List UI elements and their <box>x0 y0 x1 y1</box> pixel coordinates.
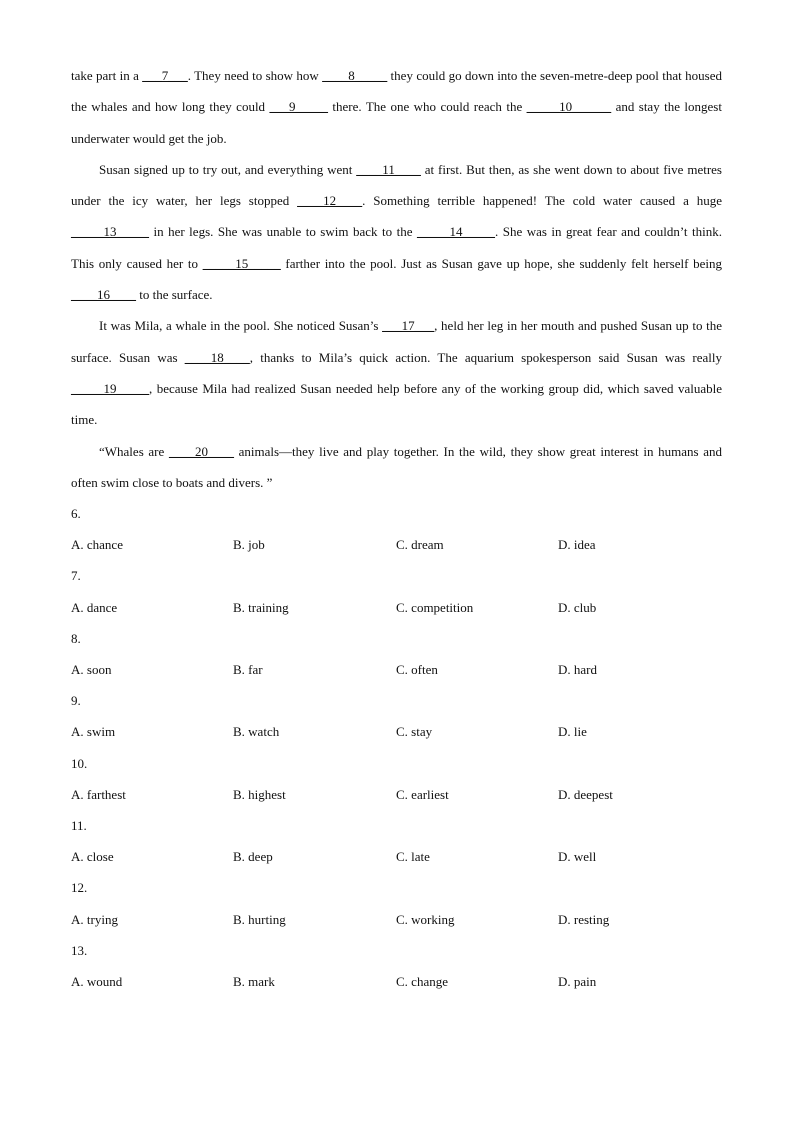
answer-blank: ____20____ <box>168 443 234 459</box>
option-c: C. change <box>396 973 448 989</box>
question-number: 7. <box>71 568 81 584</box>
option-c: C. late <box>396 849 430 865</box>
answer-blank: ____16____ <box>71 287 136 303</box>
passage-text: animals—they live and play together. In the wild, they show great interest in humans and often swim close to boats and divers. ” <box>71 443 722 490</box>
option-d: D. hard <box>558 661 597 677</box>
option-a: A. wound <box>71 973 123 989</box>
answer-blank: _____13_____ <box>71 224 149 240</box>
option-d: D. idea <box>558 537 596 553</box>
answer-blank: _____19_____ <box>71 380 149 396</box>
options-row <box>71 654 722 685</box>
option-d: D. well <box>558 849 597 865</box>
options-row <box>71 779 722 810</box>
answer-blank: _____14_____ <box>416 224 495 240</box>
option-a: A. trying <box>71 911 118 927</box>
passage-text: . Something terrible happened! The cold water caused a huge <box>362 193 722 209</box>
options-row <box>71 966 722 997</box>
option-a: A. close <box>71 849 114 865</box>
paragraph-1 <box>71 60 722 154</box>
question-item <box>71 810 722 872</box>
question-item <box>71 685 722 747</box>
passage-text: to the surface. <box>136 287 213 303</box>
passage-text: farther into the pool. Just as Susan gave up hope, she suddenly felt herself being <box>280 255 722 271</box>
option-b: B. hurting <box>233 911 286 927</box>
option-d: D. club <box>558 599 597 615</box>
option-a: A. swim <box>71 724 116 740</box>
answer-blank: _____15_____ <box>202 255 281 271</box>
question-number: 11. <box>71 817 87 833</box>
passage-text: and stay the longest underwater would get the job. <box>71 99 722 146</box>
passage-text: It was Mila, a whale in the pool. She noticed Susan’s <box>99 318 383 334</box>
answer-blank: ___9_____ <box>269 99 328 115</box>
question-item <box>71 748 722 810</box>
question-item <box>71 872 722 934</box>
paragraph-3 <box>71 310 722 435</box>
passage-text: , held her leg in her mouth and pushed Susan up to the surface. Susan was <box>71 318 723 365</box>
question-item <box>71 498 722 560</box>
option-d: D. lie <box>558 724 587 740</box>
option-a: A. dance <box>71 599 118 615</box>
passage-text: there. The one who could reach the <box>327 99 527 115</box>
answer-blank: ____11____ <box>356 161 421 177</box>
option-c: C. earliest <box>396 786 449 802</box>
options-row <box>71 592 722 623</box>
passage-text: Susan signed up to try out, and everything went <box>99 161 357 177</box>
option-a: A. farthest <box>71 786 126 802</box>
passage-text: take part in a <box>71 68 143 83</box>
passage-text: , because Mila had realized Susan needed help before any of the working group did, which saved valuable time. <box>71 380 722 428</box>
question-item <box>71 935 722 997</box>
passage-text: in her legs. She was unable to swim back to the <box>149 224 417 240</box>
option-d: D. resting <box>558 911 610 927</box>
option-d: D. pain <box>558 973 597 989</box>
cloze-passage <box>71 60 722 498</box>
answer-blank: ____8_____ <box>322 68 388 83</box>
options-row <box>71 904 722 935</box>
option-b: B. mark <box>233 973 275 989</box>
question-item <box>71 560 722 622</box>
option-c: C. working <box>396 911 455 927</box>
question-number: 8. <box>71 630 81 646</box>
option-b: B. training <box>233 599 289 615</box>
question-number: 12. <box>71 880 88 896</box>
paragraph-4 <box>71 436 722 499</box>
question-number: 13. <box>71 942 88 958</box>
question-item <box>71 623 722 685</box>
option-c: C. often <box>396 661 438 677</box>
option-b: B. deep <box>233 849 273 865</box>
question-number: 10. <box>71 755 88 771</box>
option-c: C. dream <box>396 537 444 553</box>
option-b: B. watch <box>233 724 280 740</box>
options-row <box>71 716 722 747</box>
passage-text: . They need to show how <box>187 68 323 83</box>
question-list <box>71 498 722 997</box>
option-c: C. competition <box>396 599 474 615</box>
question-number: 6. <box>71 506 81 521</box>
passage-text: “Whales are <box>99 443 169 459</box>
question-number: 9. <box>71 693 81 709</box>
option-b: B. job <box>233 537 265 553</box>
options-row <box>71 841 722 872</box>
option-b: B. far <box>233 661 263 677</box>
option-a: A. soon <box>71 661 112 677</box>
passage-text: they could go down into the seven-metre-deep pool that housed the whales and how long they could <box>71 68 722 115</box>
answer-blank: ____18____ <box>184 349 250 365</box>
paragraph-2 <box>71 154 722 310</box>
options-row <box>71 529 722 560</box>
answer-blank: ___17___ <box>382 318 435 334</box>
option-c: C. stay <box>396 724 433 740</box>
option-b: B. highest <box>233 786 286 802</box>
answer-blank: _____10______ <box>526 99 612 115</box>
option-d: D. deepest <box>558 786 613 802</box>
answer-blank: ____12____ <box>297 193 363 209</box>
option-a: A. chance <box>71 537 123 553</box>
passage-text: , thanks to Mila’s quick action. The aquarium spokesperson said Susan was really <box>249 349 722 365</box>
passage-text: at first. But then, as she went down to about five metres under the icy water, her legs stopped <box>71 161 722 209</box>
passage-text: . She was in great fear and couldn’t think. This only caused her to <box>71 224 722 271</box>
answer-blank: ___7___ <box>142 68 188 83</box>
